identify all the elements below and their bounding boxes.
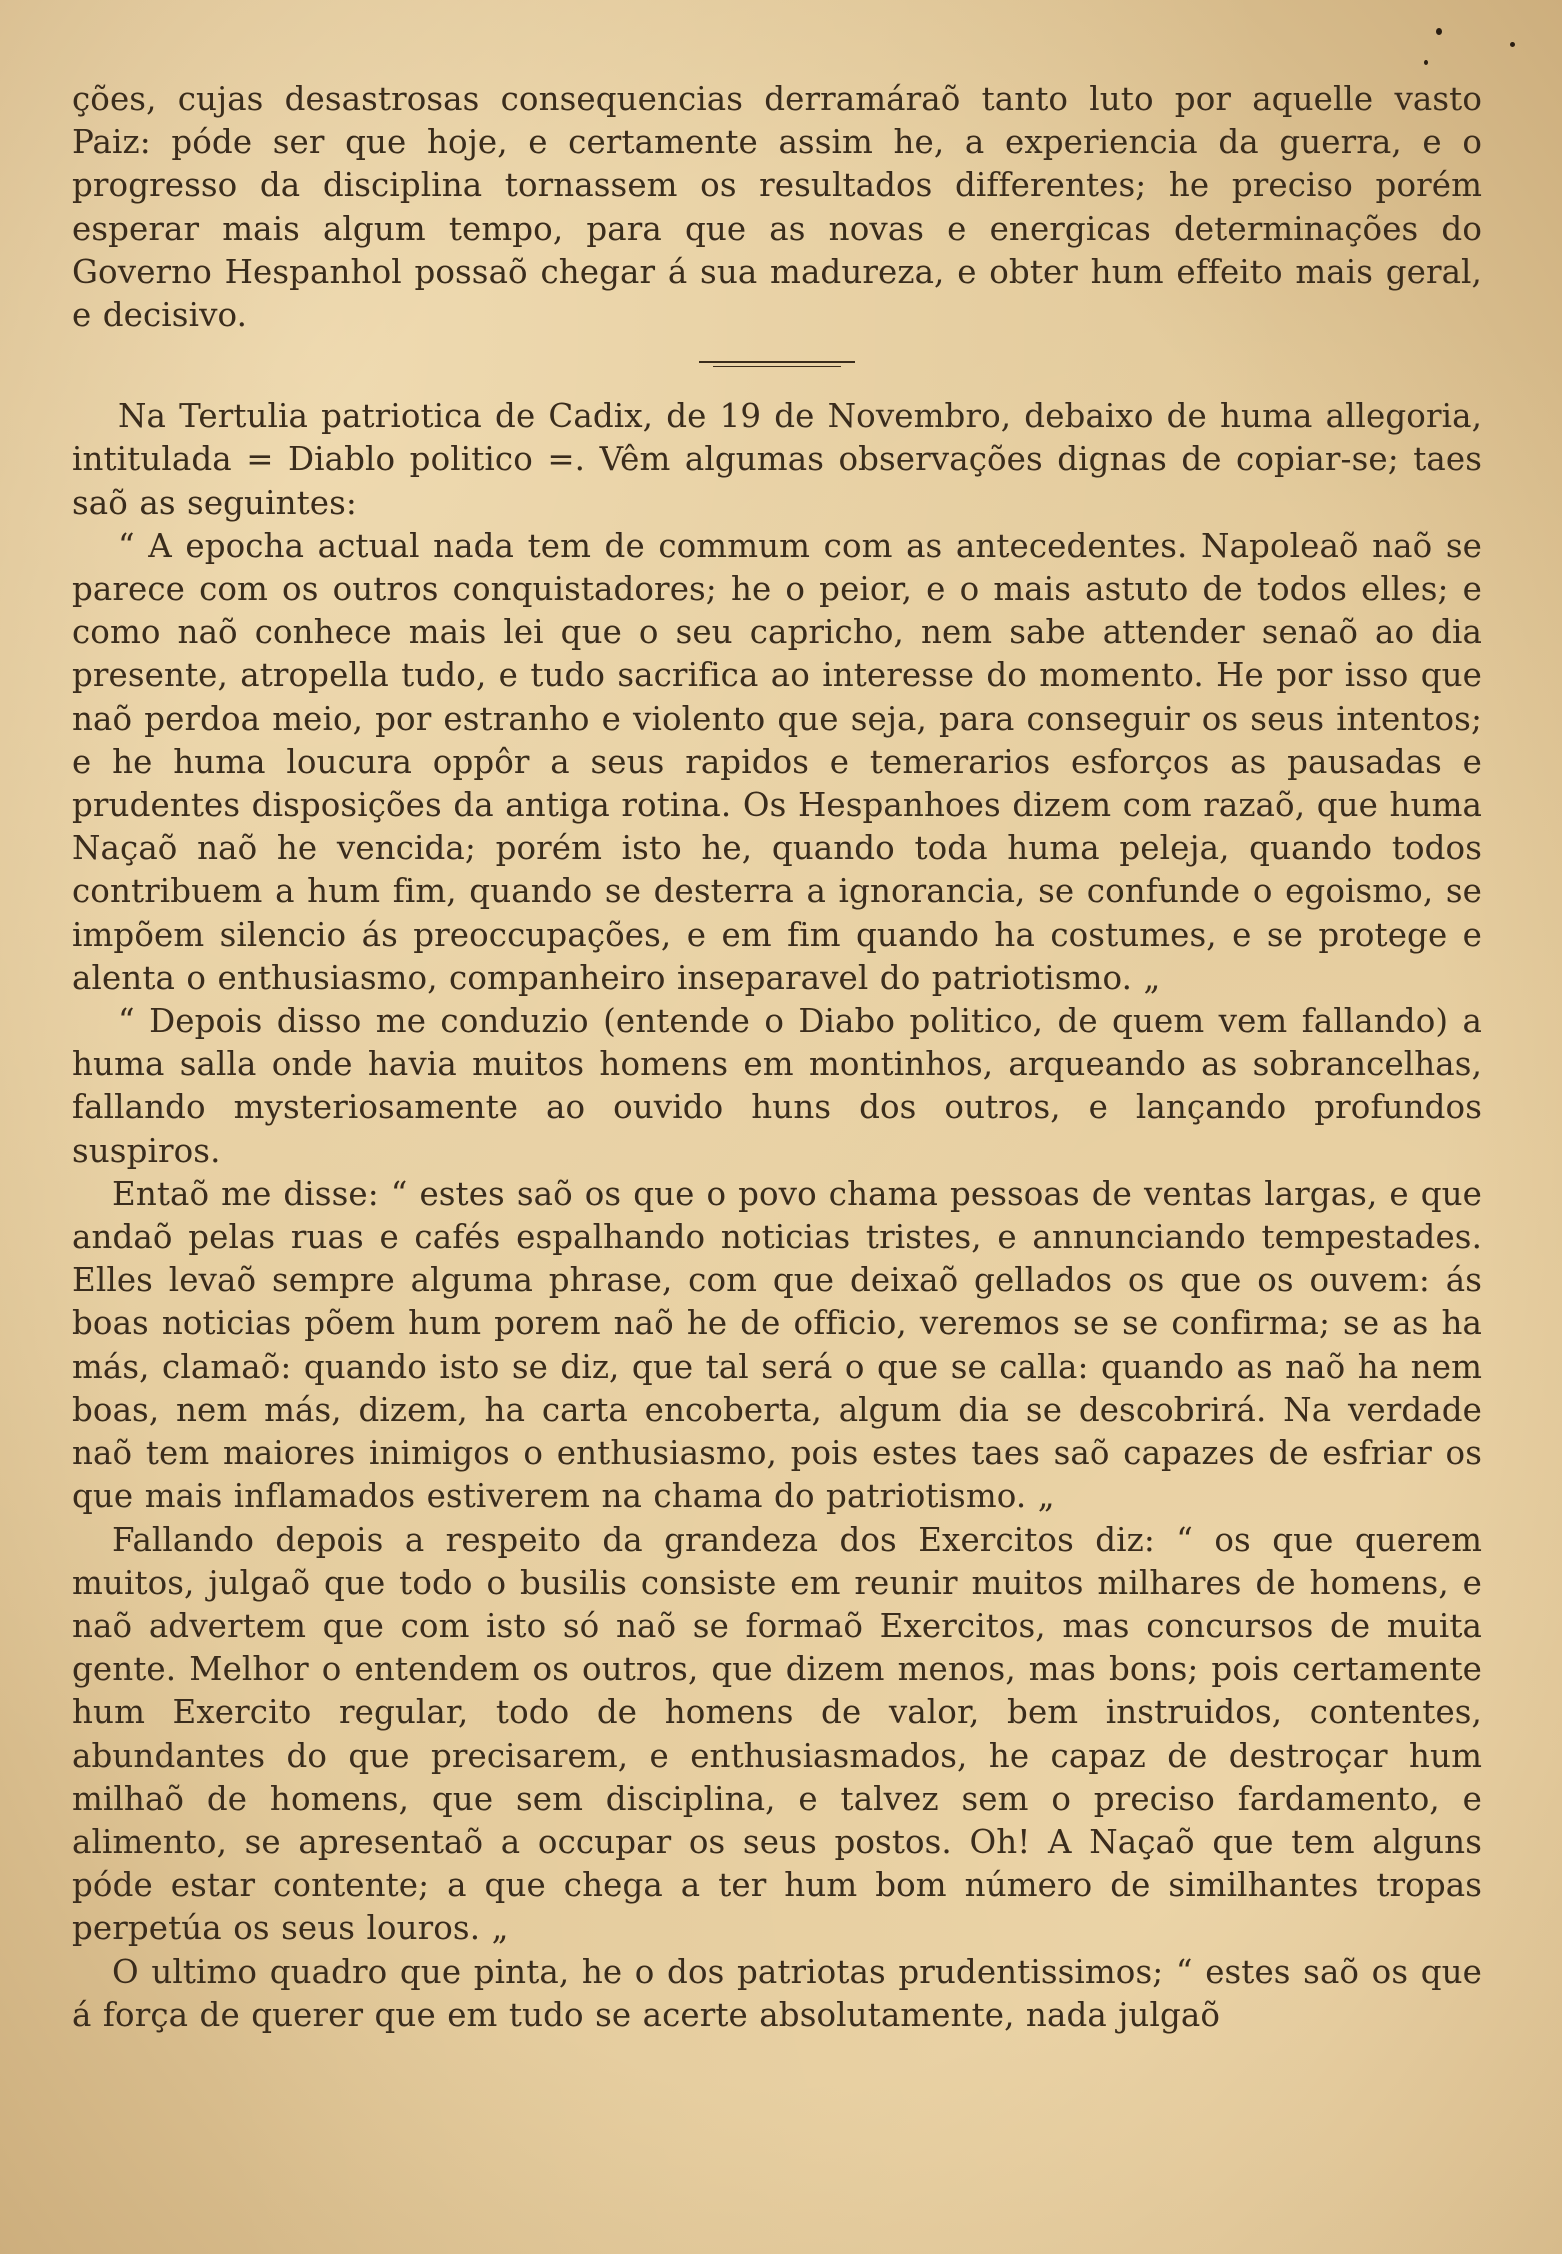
page-body xyxy=(72,78,1482,2037)
paragraph-3: “ A epocha actual nada tem de commum com as antecedentes. Napoleaõ naõ se parece com os outros conquistadores; he o peior, e o mais astuto de todos elles; e como naõ conhece mais lei que o seu capricho, nem sabe attender senaõ ao dia presente, atropella tudo, e tudo sacrifica ao interesse do momento. He por isso que naõ perdoa meio, por estranho e violento que seja, para conseguir os seus intentos; e he huma loucura oppôr a seus rapidos e temerarios esforços as pausadas e prudentes disposições da antiga rotina. Os Hespanhoes dizem com razaõ, que huma Naçaõ naõ he vencida; porém isto he, quando toda huma peleja, quando todos contribuem a hum fim, quando se desterra a ignorancia, se confunde o egoismo, se impõem silencio ás preoccupações, e em fim quando ha costumes, e se protege e alenta o enthusiasmo, companheiro inseparavel do patriotismo. „ xyxy=(72,526,1482,997)
paragraph-1: ções, cujas desastrosas consequencias derramáraõ tanto luto por aquelle vasto Paiz: póde ser que hoje, e certamente assim he, a experiencia da guerra, e o progresso da disciplina tornassem os resultados differentes; he preciso porém esperar mais algum tempo, para que as novas e energicas determinações do Governo Hespanhol possaõ chegar á sua madureza, e obter hum effeito mais geral, e decisivo. xyxy=(72,80,1482,335)
section-divider xyxy=(699,361,855,369)
paragraph-6: Fallando depois a respeito da grandeza dos Exercitos diz: “ os que querem muitos, julgaõ que todo o busilis consiste em reunir muitos milhares de homens, e naõ advertem que com isto só naõ se formaõ Exercitos, mas concursos de muita gente. Melhor o entendem os outros, que dizem menos, mas bons; pois certamente hum Exercito regular, todo de homens de valor, bem instruidos, contentes, abundantes do que precisarem, e enthusiasmados, he capaz de destroçar hum milhaõ de homens, que sem disciplina, e talvez sem o preciso fardamento, e alimento, se apresentaõ a occupar os seus postos. Oh! A Naçaõ que tem alguns póde estar contente; a que chega a ter hum bom número de similhantes tropas perpetúa os seus louros. „ xyxy=(72,1520,1482,1948)
paragraph-7: O ultimo quadro que pinta, he o dos patriotas prudentissimos; “ estes saõ os que á força de querer que em tudo se acerte absolutamente, nada julgaõ xyxy=(72,1952,1482,2034)
paragraph-5: Entaõ me disse: “ estes saõ os que o povo chama pessoas de ventas largas, e que andaõ pelas ruas e cafés espalhando noticias tristes, e annunciando tempestades. Elles levaõ sempre alguma phrase, com que deixaõ gellados os que os ouvem: ás boas noticias põem hum porem naõ he de officio, veremos se se confirma; se as ha más, clamaõ: quando isto se diz, que tal será o que se calla: quando as naõ ha nem boas, nem más, dizem, ha carta encoberta, algum dia se descobrirá. Na verdade naõ tem maiores inimigos o enthusiasmo, pois estes taes saõ capazes de esfriar os que mais inflamados estiverem na chama do patriotismo. „ xyxy=(72,1174,1482,1516)
paragraph-2: Na Tertulia patriotica de Cadix, de 19 de Novembro, debaixo de huma allegoria, intitulada = Diablo politico =. Vêm algumas observações dignas de copiar-se; taes saõ as seguintes: xyxy=(72,397,1482,522)
paper-specks xyxy=(1414,10,1534,70)
paragraph-4: “ Depois disso me conduzio (entende o Diabo politico, de quem vem fallando) a huma salla onde havia muitos homens em montinhos, arqueando as sobrancelhas, fallando mysteriosamente ao ouvido huns dos outros, e lançando profundos suspiros. xyxy=(72,1002,1482,1170)
